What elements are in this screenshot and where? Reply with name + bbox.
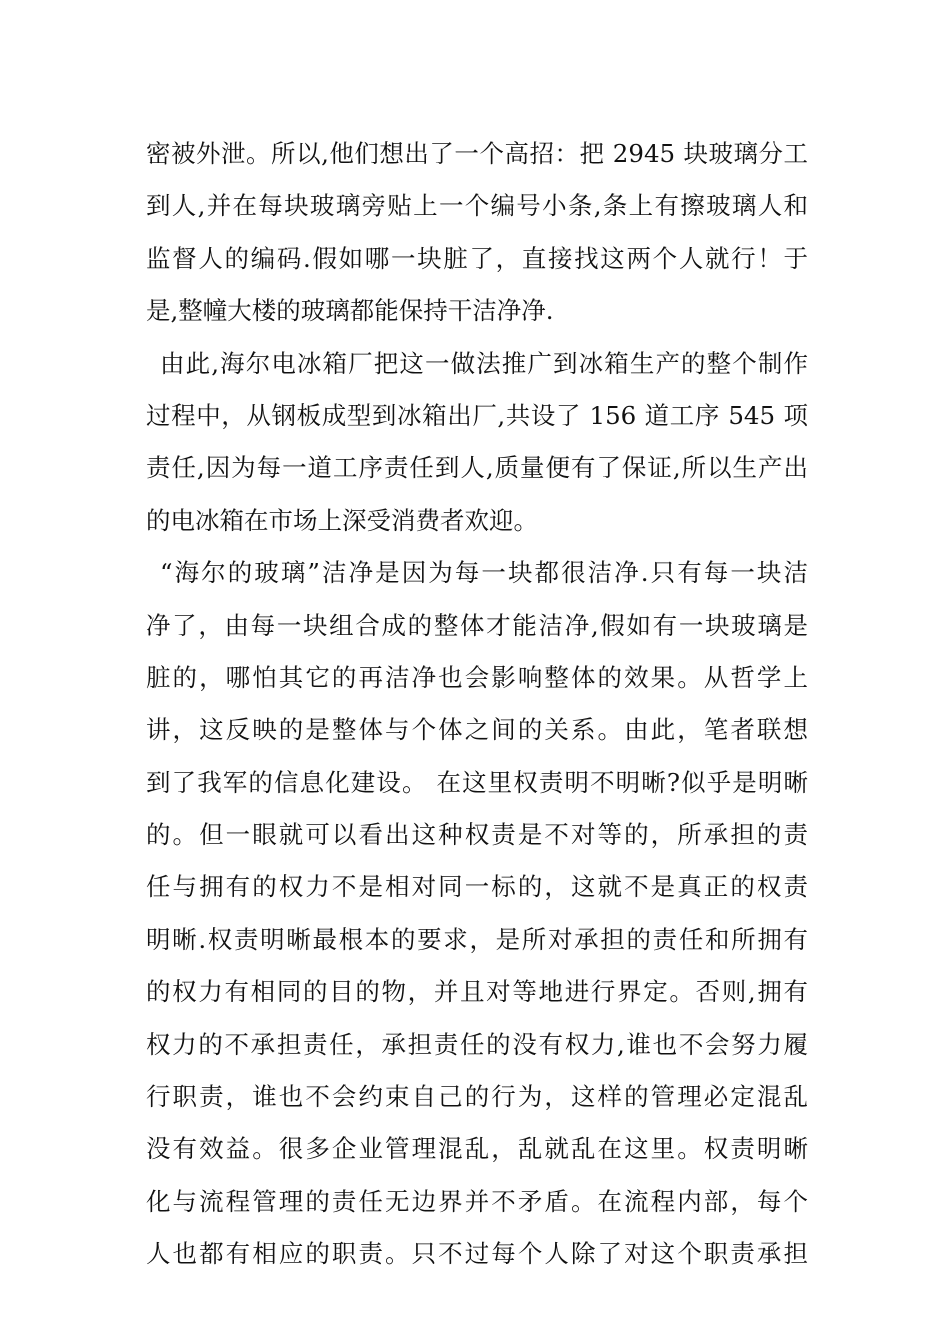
text-line: 的权力有相同的目的物，并且对等地进行界定。否则,拥有 [146, 977, 808, 1007]
text-line: 权力的不承担责任，承担责任的没有权力,谁也不会努力履 [146, 1029, 808, 1059]
text-line: 人也都有相应的职责。只不过每个人除了对这个职责承担 [146, 1239, 808, 1269]
text-line: 讲，这反映的是整体与个体之间的关系。由此，笔者联想 [146, 715, 808, 745]
text-line: 监督人的编码.假如哪一块脏了，直接找这两个人就行！于 [146, 243, 808, 273]
text-line: 明晰.权责明晰最根本的要求，是所对承担的责任和所拥有 [146, 924, 808, 954]
text-line: 是,整幢大楼的玻璃都能保持干洁净净. [146, 296, 554, 326]
text-line: 的电冰箱在市场上深受消费者欢迎。 [146, 505, 538, 535]
text-line: 密被外泄。所以,他们想出了一个高招：把 2945 块玻璃分工 [146, 139, 808, 168]
text-line: 没有效益。很多企业管理混乱，乱就乱在这里。权责明晰 [146, 1134, 808, 1164]
text-line: 行职责，谁也不会约束自己的行为，这样的管理必定混乱 [146, 1082, 808, 1112]
text-line: 脏的，哪怕其它的再洁净也会影响整体的效果。从哲学上 [146, 662, 808, 692]
document-body [146, 128, 808, 1281]
text-line: 由此,海尔电冰箱厂把这一做法推广到冰箱生产的整个制作 [160, 348, 808, 378]
text-line: 的。但一眼就可以看出这种权责是不对等的，所承担的责 [146, 820, 808, 850]
text-line: 到了我军的信息化建设。 在这里权责明不明晰?似乎是明晰 [146, 767, 808, 797]
text-line: 净了，由每一块组合成的整体才能洁净,假如有一块玻璃是 [146, 610, 808, 640]
text-line: 到人,并在每块玻璃旁贴上一个编号小条,条上有擦玻璃人和 [146, 191, 808, 221]
text-line: “海尔的玻璃”洁净是因为每一块都很洁净.只有每一块洁 [160, 558, 808, 588]
text-line: 化与流程管理的责任无边界并不矛盾。在流程内部，每个 [146, 1186, 808, 1216]
text-line: 任与拥有的权力不是相对同一标的，这就不是真正的权责 [146, 872, 808, 902]
text-line: 责任,因为每一道工序责任到人,质量便有了保证,所以生产出 [146, 453, 808, 483]
text-line: 过程中，从钢板成型到冰箱出厂,共设了 156 道工序 545 项 [146, 400, 808, 430]
